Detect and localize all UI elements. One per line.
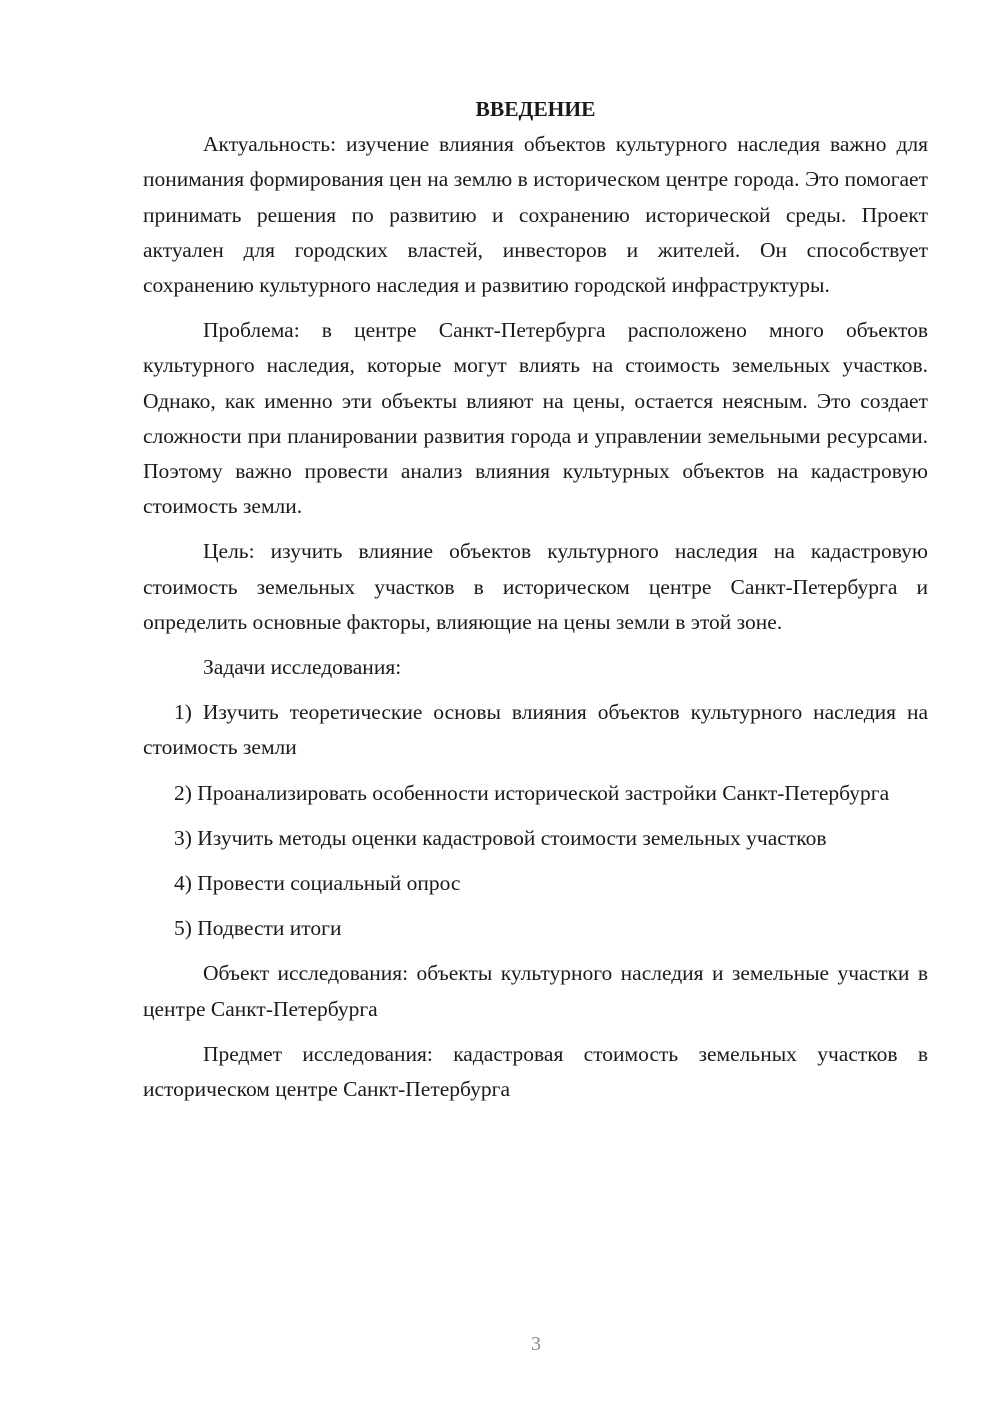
tasks-heading: Задачи исследования:: [203, 655, 402, 680]
research-object-paragraph: Объект исследования: объекты культурного наследия и земельные участки в центре Санкт-Петербурга: [143, 961, 928, 1021]
task-list: [143, 695, 928, 946]
task-item: 4) Провести социальный опрос: [174, 871, 461, 896]
page-number: 3: [531, 1333, 541, 1355]
page-content: [143, 92, 928, 1117]
task-item: 5) Подвести итоги: [174, 916, 342, 941]
problem-paragraph: Проблема: в центре Санкт-Петербурга расположено много объектов культурного наследия, которые могут влиять на стоимость земельных участков. Однако, как именно эти объекты влияют на цены, остается неясным. Это создает сложности при планировании развития города и управлении земельными ресурсами. Поэтому важно провести анализ влияния культурных объектов на кадастровую стоимость земли.: [143, 318, 928, 519]
research-subject-paragraph: Предмет исследования: кадастровая стоимость земельных участков в историческом центре Санкт-Петербурга: [143, 1041, 928, 1102]
task-item: 2) Проанализировать особенности исторической застройки Санкт-Петербурга: [174, 780, 890, 805]
task-item: 3) Изучить методы оценки кадастровой стоимости земельных участков: [174, 825, 827, 850]
task-item: 1) Изучить теоретические основы влияния объектов культурного наследия на стоимость земли: [143, 700, 928, 760]
relevance-paragraph: Актуальность: изучение влияния объектов культурного наследия важно для понимания формирования цен на землю в историческом центре города. Это помогает принимать решения по развитию и сохранению исторической среды. Проект актуален для городских властей, инвесторов и жителей. Он способствует сохранению культурного наследия и развитию городской инфраструктуры.: [143, 132, 928, 298]
goal-paragraph: Цель: изучить влияние объектов культурного наследия на кадастровую стоимость земельных участков в историческом центре Санкт-Петербурга и определить основные факторы, влияющие на цены земли в этой зоне.: [143, 539, 928, 634]
page-title: ВВЕДЕНИЕ: [475, 97, 596, 121]
